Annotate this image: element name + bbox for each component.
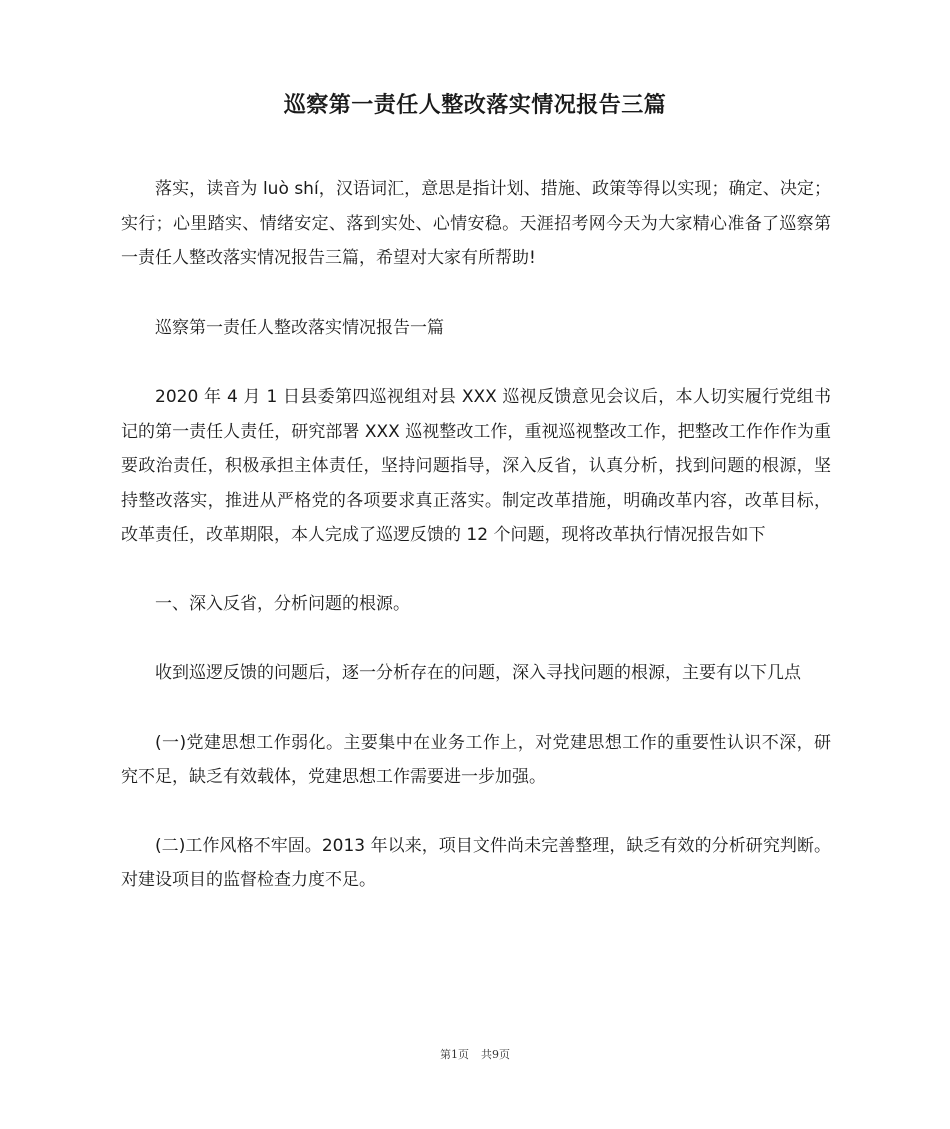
point-one-paragraph: (一)党建思想工作弱化。主要集中在业务工作上，对党建思想工作的重要性认识不深，研究不足，缺乏有效载体，党建思想工作需要进一步加强。 [121,732,831,787]
document-title: 巡察第一责任人整改落实情况报告三篇 [283,93,667,118]
intro-paragraph: 落实，读音为 luò shí，汉语词汇，意思是指计划、措施、政策等得以实现；确定、决定；实行；心里踏实、情绪安定、落到实处、心情安稳。天涯招考网今天为大家精心准备了巡察第一责任人整改落实情况报告三篇，希望对大家有所帮助! [121,179,831,268]
analysis-paragraph: 收到巡逻反馈的问题后，逐一分析存在的问题，深入寻找问题的根源，主要有以下几点 [155,663,801,683]
point-two-paragraph: (二)工作风格不牢固。2013 年以来，项目文件尚未完善整理，缺乏有效的分析研究判断。对建设项目的监督检查力度不足。 [121,835,831,890]
page-footer [0,1047,950,1063]
report-paragraph: 2020 年 4 月 1 日县委第四巡视组对县 XXX 巡视反馈意见会议后，本人切实履行党组书记的第一责任人责任，研究部署 XXX 巡视整改工作，重视巡视整改工作，把整改工作作作为重要政治责任，积极承担主体责任，坚持问题指导，深入反省，认真分析，找到问题的根源，坚持整改落实，推进从严格党的各项要求真正落实。制定改革措施，明确改革内容，改革目标，改革责任，改革期限，本人完成了巡逻反馈的 12 个问题，现将改革执行情况报告如下 [121,387,831,545]
document-body [121,172,831,933]
page-total: 共9页 [481,1048,510,1061]
section-heading-one: 巡察第一责任人整改落实情况报告一篇 [155,317,444,338]
page-number: 第1页 [440,1048,469,1061]
subheading-one: 一、深入反省，分析问题的根源。 [155,593,410,614]
